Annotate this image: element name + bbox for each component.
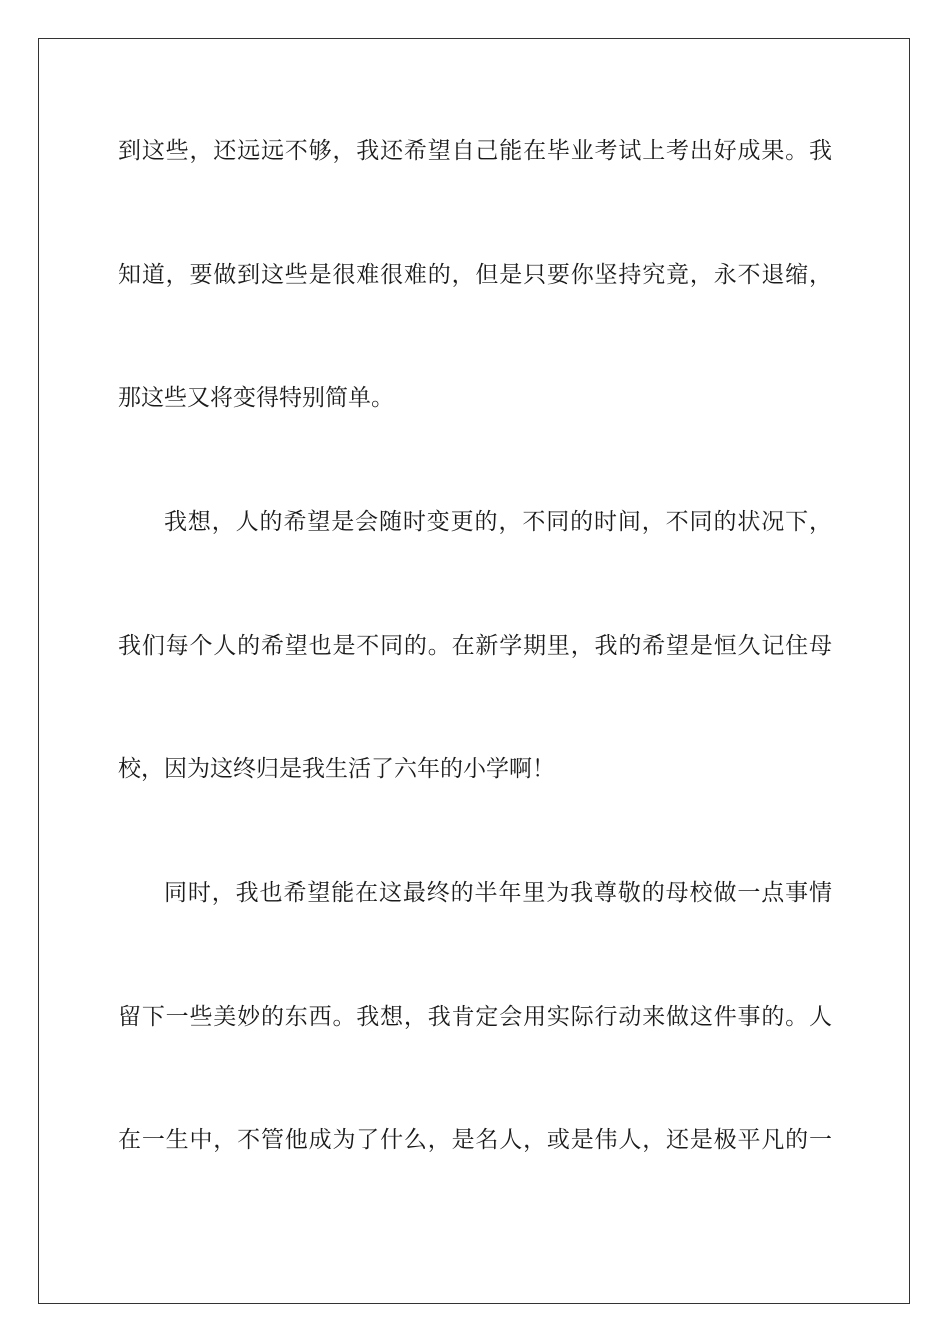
text-line-2: 知道，要做到这些是很难很难的，但是只要你坚持究竟，永不退缩， [118,262,832,288]
text-line-5: 我们每个人的希望也是不同的。在新学期里，我的希望是恒久记住母 [118,633,832,659]
text-line-8: 留下一些美妙的东西。我想，我肯定会用实际行动来做这件事的。人 [118,1004,832,1030]
page-border [38,38,910,1304]
text-line-3: 那这些又将变得特别简单。 [118,385,394,411]
text-line-4: 我想，人的希望是会随时变更的，不同的时间，不同的状况下， [164,509,832,535]
text-line-6: 校，因为这终归是我生活了六年的小学啊！ [118,756,555,782]
text-line-9: 在一生中，不管他成为了什么，是名人，或是伟人，还是极平凡的一 [118,1127,832,1153]
text-line-1: 到这些，还远远不够，我还希望自己能在毕业考试上考出好成果。我 [118,138,832,164]
text-line-7: 同时，我也希望能在这最终的半年里为我尊敬的母校做一点事情 [164,880,832,906]
